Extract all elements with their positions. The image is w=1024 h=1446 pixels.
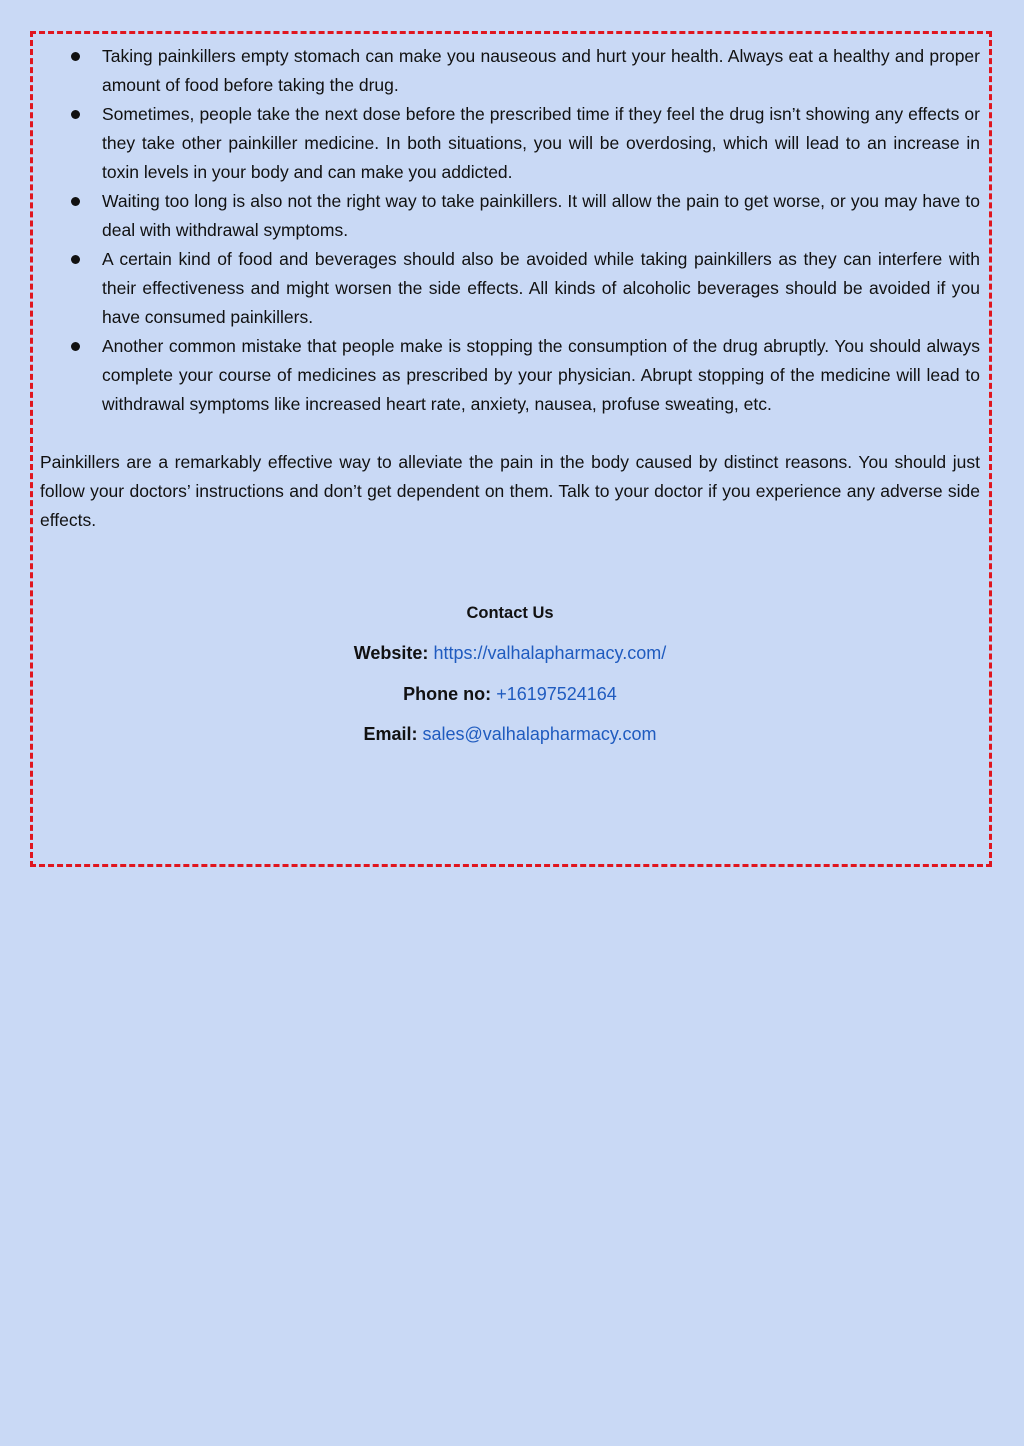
email-link[interactable]: sales@valhalapharmacy.com — [422, 724, 657, 744]
email-label: Email: — [363, 724, 418, 744]
list-item-text: A certain kind of food and beverages should also be avoided while taking painkillers as they can interfere with their effectiveness and might worsen the side effects. All kinds of alcoholic beverages should be avoided if you have consumed painkillers. — [102, 249, 980, 327]
bullet-icon — [71, 197, 80, 206]
list-item — [40, 332, 980, 419]
list-item — [40, 187, 980, 245]
phone-line — [40, 684, 980, 705]
list-item-text: Another common mistake that people make is stopping the consumption of the drug abruptly. You should always complete your course of medicines as prescribed by your physician. Abrupt stopping of the medicine will lead to withdrawal symptoms like increased heart rate, anxiety, nausea, profuse sweating, etc. — [102, 336, 980, 414]
bullet-icon — [71, 110, 80, 119]
phone-link[interactable]: +16197524164 — [496, 684, 617, 704]
website-line — [40, 643, 980, 664]
phone-label: Phone no: — [403, 684, 492, 704]
conclusion-paragraph: Painkillers are a remarkably effective way to alleviate the pain in the body caused by distinct reasons. You should just follow your doctors’ instructions and don’t get dependent on them. Talk to your doctor if you experience any adverse side effects. — [40, 452, 980, 530]
document-body — [40, 42, 980, 535]
email-line — [40, 724, 980, 745]
list-item — [40, 42, 980, 100]
contact-heading: Contact Us — [466, 604, 554, 622]
list-item-text: Waiting too long is also not the right way to take painkillers. It will allow the pain to get worse, or you may have to deal with withdrawal symptoms. — [102, 191, 980, 240]
list-item-text: Sometimes, people take the next dose before the prescribed time if they feel the drug isn’t showing any effects or they take other painkiller medicine. In both situations, you will be overdosing, which will lead to an increase in toxin levels in your body and can make you addicted. — [102, 104, 980, 182]
list-item — [40, 245, 980, 332]
list-item — [40, 100, 980, 187]
bullet-icon — [71, 342, 80, 351]
list-item-text: Taking painkillers empty stomach can make you nauseous and hurt your health. Always eat a healthy and proper amount of food before taking the drug. — [102, 46, 980, 95]
tips-list — [40, 42, 980, 419]
bullet-icon — [71, 255, 80, 264]
website-link[interactable]: https://valhalapharmacy.com/ — [433, 643, 667, 663]
bullet-icon — [71, 52, 80, 61]
website-label: Website: — [353, 643, 429, 663]
